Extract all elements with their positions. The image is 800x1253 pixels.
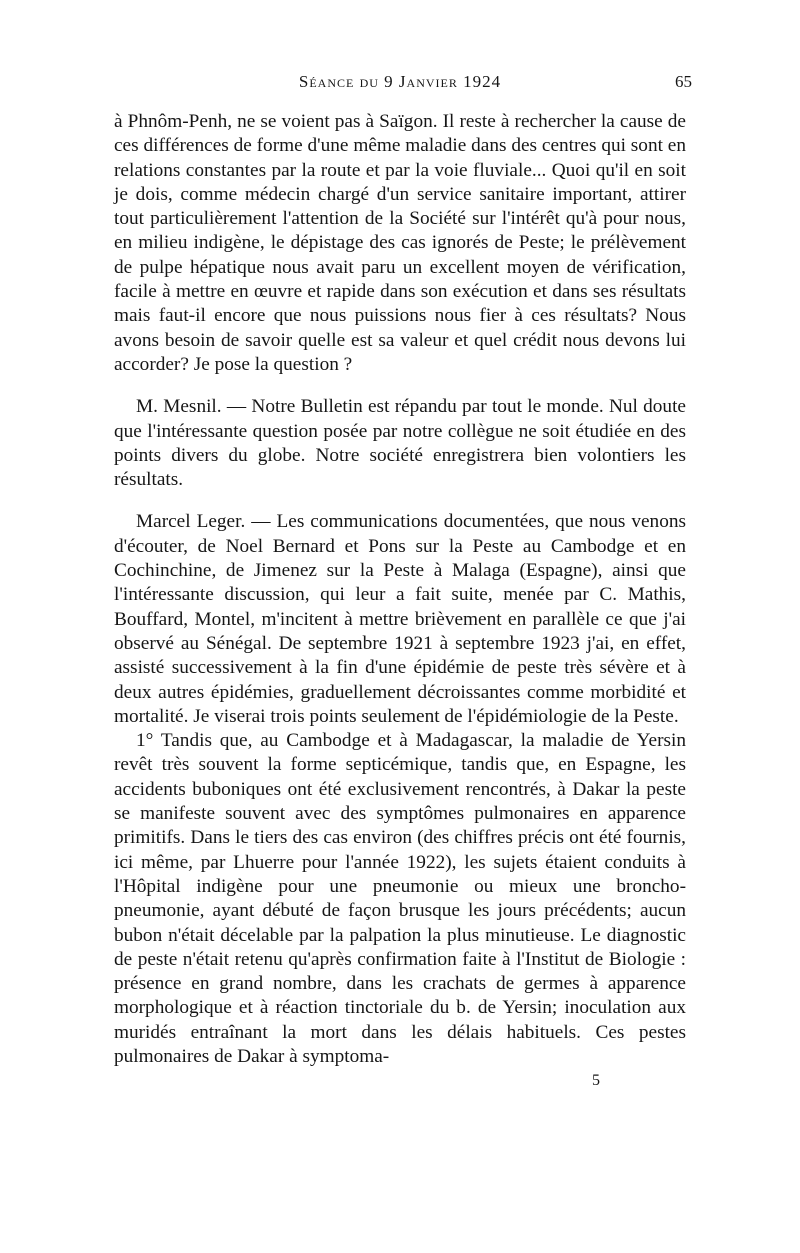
paragraph-continuation: à Phnôm-Penh, ne se voient pas à Saïgon. Il reste à rechercher la cause de ces différences de forme d'une même maladie dans des centres qui sont en relations constantes par la route et par la voie fluviale... Quoi qu'il en soit je dois, comme médecin chargé d'un service sanitaire important, attirer tout particulièrement l'attention de la Société sur l'intérêt qu'à pour nous, en milieu indigène, le dépistage des cas ignorés de Peste; le prélèvement de pulpe hépatique nous avait paru un excellent moyen de vérification, facile à mettre en œuvre et rapide dans son exécution et dans ses résultats mais faut-il encore que nous puissions nous fier à ces résultats? Nous avons besoin de savoir quelle est sa valeur et quel crédit nous devons lui accorder? Je pose la question ? [114,111,686,375]
page-number: 65 [675,72,692,91]
paragraph-leger: Marcel Leger. — Les communications documentées, que nous venons d'écouter, de Noel Bernard et Pons sur la Peste au Cambodge et en Cochinchine, de Jimenez sur la Peste à Malaga (Espagne), ainsi que l'intéressante discussion, qui leur a fait suite, menée par C. Mathis, Bouffard, Montel, m'incitent à mettre brièvement en parallèle ce que j'ai observé au Sénégal. De septembre 1921 à septembre 1923 j'ai, en effet, assisté successivement à la fin d'une épidémie de peste très sévère et à deux autres épidémies, graduellement décroissantes comme morbidité et mortalité. Je viserai trois points seulement de l'épidémiologie de la Peste. [114,511,686,727]
paragraph-point-one: 1° Tandis que, au Cambodge et à Madagascar, la maladie de Yersin revêt très souvent la forme septicémique, tandis que, en Espagne, les accidents buboniques ont été exclusivement rencontrés, à Dakar la peste se manifeste souvent avec des symptômes pulmonaires en apparence primitifs. Dans le tiers des cas environ (des chiffres précis ont été fournis, ici même, par Lhuerre pour l'année 1922), les sujets étaient conduits à l'Hôpital indigène pour une pneumonie ou mieux une broncho-pneumonie, ayant débuté de façon brusque les jours précédents; aucun bubon n'était décelable par la palpation la plus minutieuse. Le diagnostic de peste n'était retenu qu'après confirmation faite à l'Institut de Biologie : présence en grand nombre, dans les crachats de germes à apparence morphologique et à réaction tinctoriale du b. de Yersin; inoculation aux muridés entraînant la mort dans les délais habituels. Ces pestes pulmonaires de Dakar à symptoma- [114,730,686,1067]
body-text [114,110,686,1069]
signature-mark: 5 [592,1072,600,1089]
paragraph-mesnil: M. Mesnil. — Notre Bulletin est répandu par tout le monde. Nul doute que l'intéressante question posée par notre collègue ne soit étudiée en des points divers du globe. Notre société enregistrera bien volontiers les résultats. [114,396,686,491]
running-title: Séance du 9 Janvier 1924 [298,72,502,91]
running-head [108,72,692,102]
